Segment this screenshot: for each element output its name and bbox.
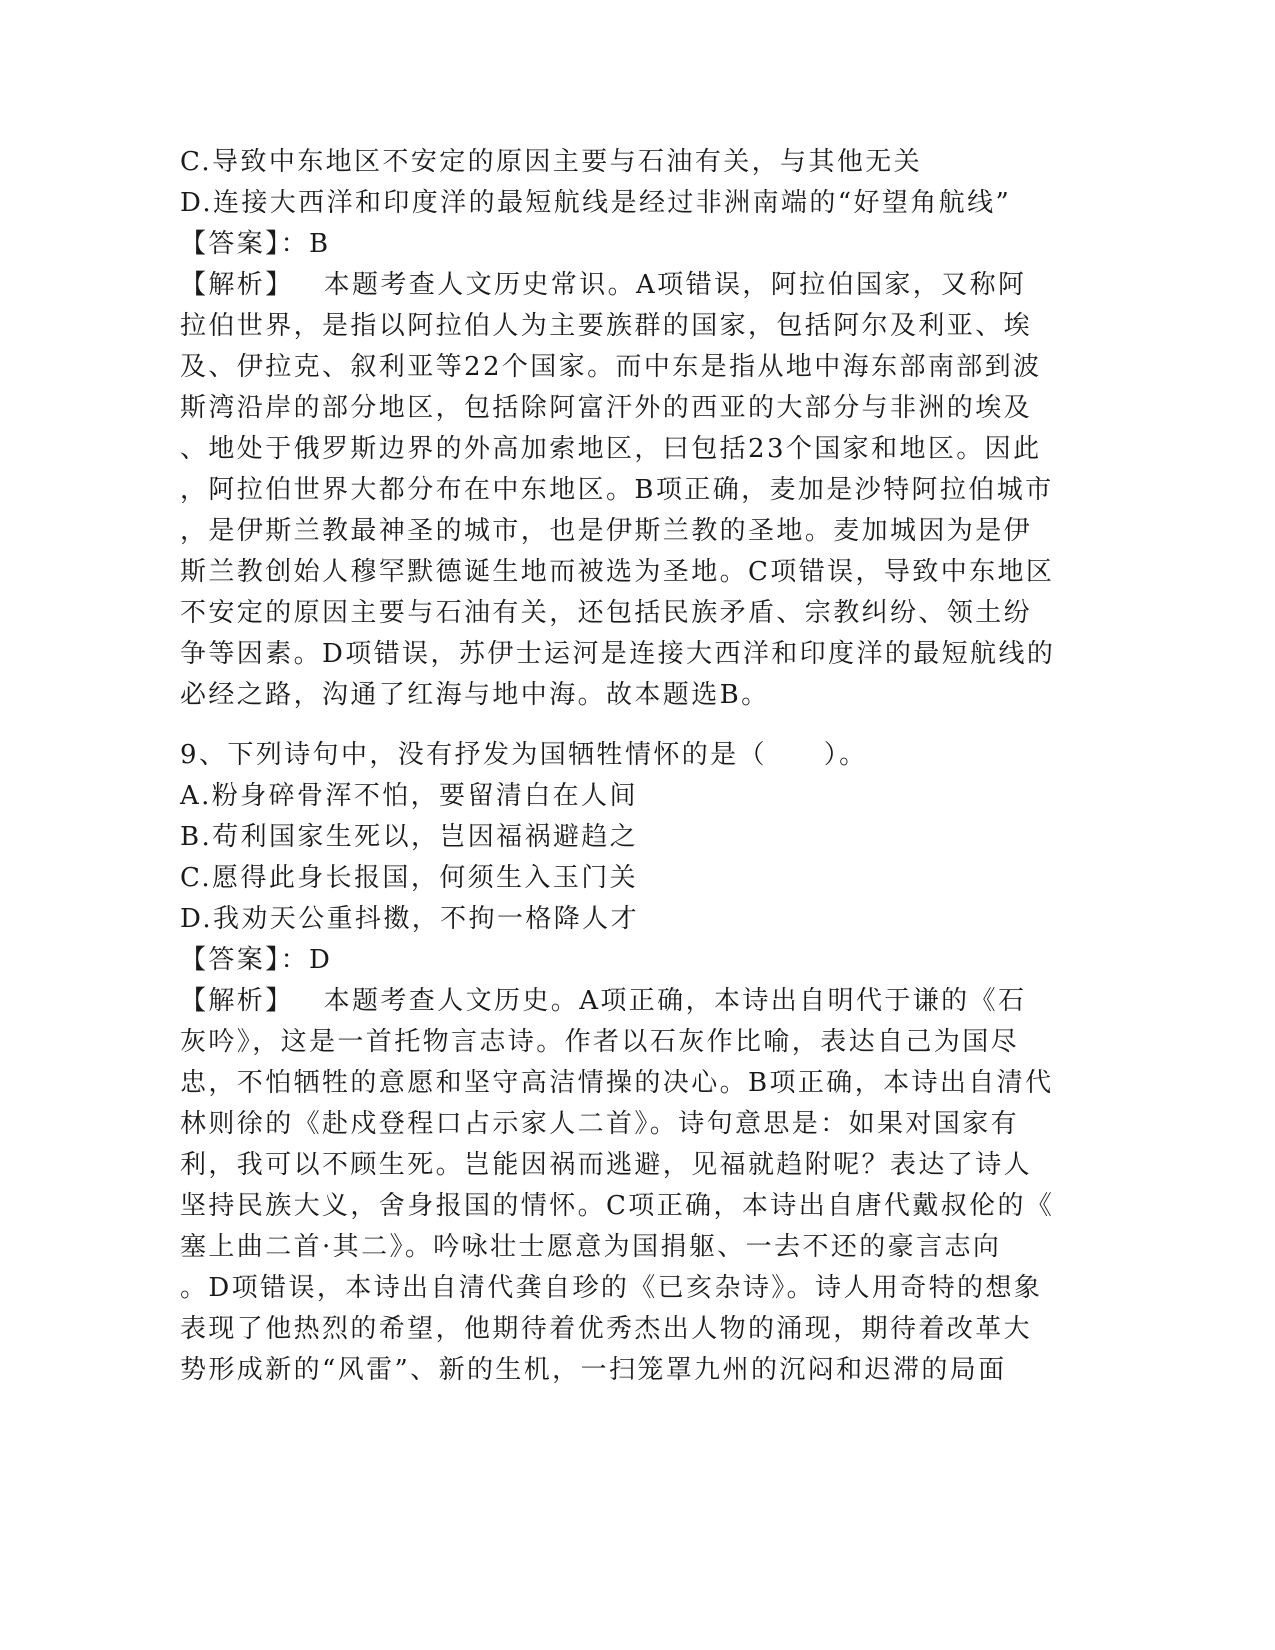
q8-analysis-line: 、地处于俄罗斯边界的外高加索地区，曰包括23个国家和地区。因此: [180, 434, 1042, 464]
q8-analysis-label: 【解析】: [180, 270, 294, 300]
q9-answer: 【答案】：D: [180, 945, 333, 975]
q9-option-b: B.苟利国家生死以，岂因福祸避趋之: [180, 822, 639, 852]
q8-analysis-line: [180, 265, 1040, 306]
q9-analysis-line: 忠，不怕牺牲的意愿和坚守高洁情操的决心。B项正确，本诗出自清代: [180, 1068, 1054, 1098]
q9-analysis-line: 坚持民族大义，舍身报国的情怀。C项正确，本诗出自唐代戴叔伦的《: [180, 1191, 1055, 1221]
q9-question: 9、下列诗句中，没有抒发为国牺牲情怀的是（ ）。: [180, 740, 868, 770]
q8-answer: 【答案】：B: [180, 229, 331, 259]
document-page: [180, 142, 1056, 1391]
q8-analysis-line: 争等因素。D项错误，苏伊士运河是连接大西洋和印度洋的最短航线的: [180, 639, 1056, 669]
q8-option-c: C.导致中东地区不安定的原因主要与石油有关，与其他无关: [180, 147, 923, 177]
q9-analysis-text: 本题考查人文历史。A项正确，本诗出自明代于谦的《石: [323, 986, 1027, 1016]
q8-option-d: D.连接大西洋和印度洋的最短航线是经过非洲南端的“好望角航线”: [180, 188, 1012, 218]
q8-analysis-line: 及、伊拉克、叙利亚等22个国家。而中东是指从地中海东部南部到波: [180, 352, 1042, 382]
q9-analysis-line: 利，我可以不顾生死。岂能因祸而逃避，见福就趋附呢？表达了诗人: [180, 1150, 1033, 1180]
q9-option-c: C.愿得此身长报国，何须生入玉门关: [180, 863, 639, 893]
q9-analysis-line: 表现了他热烈的希望，他期待着优秀杰出人物的涌现，期待着改革大: [180, 1314, 1033, 1344]
q8-analysis-text: 本题考查人文历史常识。A项错误，阿拉伯国家，又称阿: [323, 270, 1027, 300]
q9-analysis-line: 塞上曲二首·其二》。吟咏壮士愿意为国捐躯、一去不还的豪言志向: [180, 1232, 1002, 1262]
q9-analysis-line: 林则徐的《赴戍登程口占示家人二首》。诗句意思是：如果对国家有: [180, 1109, 1020, 1139]
q9-analysis-line: 。D项错误，本诗出自清代龚自珍的《已亥杂诗》。诗人用奇特的想象: [180, 1273, 1043, 1303]
q8-analysis-line: 拉伯世界，是指以阿拉伯人为主要族群的国家，包括阿尔及利亚、埃: [180, 311, 1033, 341]
q8-analysis-line: 必经之路，沟通了红海与地中海。故本题选B。: [180, 680, 770, 710]
q9-analysis-line: 势形成新的“风雷”、新的生机，一扫笼罩九州的沉闷和迟滞的局面: [180, 1355, 1007, 1385]
q8-analysis-line: 不安定的原因主要与石油有关，还包括民族矛盾、宗教纠纷、领土纷: [180, 598, 1033, 628]
q9-analysis-line: [180, 981, 1040, 1022]
q9-analysis-line: 灰吟》，这是一首托物言志诗。作者以石灰作比喻，表达自己为国尽: [180, 1027, 1020, 1057]
q8-analysis-line: 斯湾沿岸的部分地区，包括除阿富汗外的西亚的大部分与非洲的埃及: [180, 393, 1033, 423]
q9-analysis-label: 【解析】: [180, 986, 294, 1016]
q9-option-a: A.粉身碎骨浑不怕，要留清白在人间: [180, 781, 638, 811]
q8-analysis-line: ，是伊斯兰教最神圣的城市，也是伊斯兰教的圣地。麦加城因为是伊: [180, 516, 1033, 546]
paragraph-gap: [180, 716, 1040, 735]
q8-analysis-line: 斯兰教创始人穆罕默德诞生地而被选为圣地。C项错误，导致中东地区: [180, 557, 1055, 587]
q9-option-d: D.我劝天公重抖擞，不拘一格降人才: [180, 904, 639, 934]
q8-analysis-line: ，阿拉伯世界大都分布在中东地区。B项正确，麦加是沙特阿拉伯城市: [180, 475, 1054, 505]
